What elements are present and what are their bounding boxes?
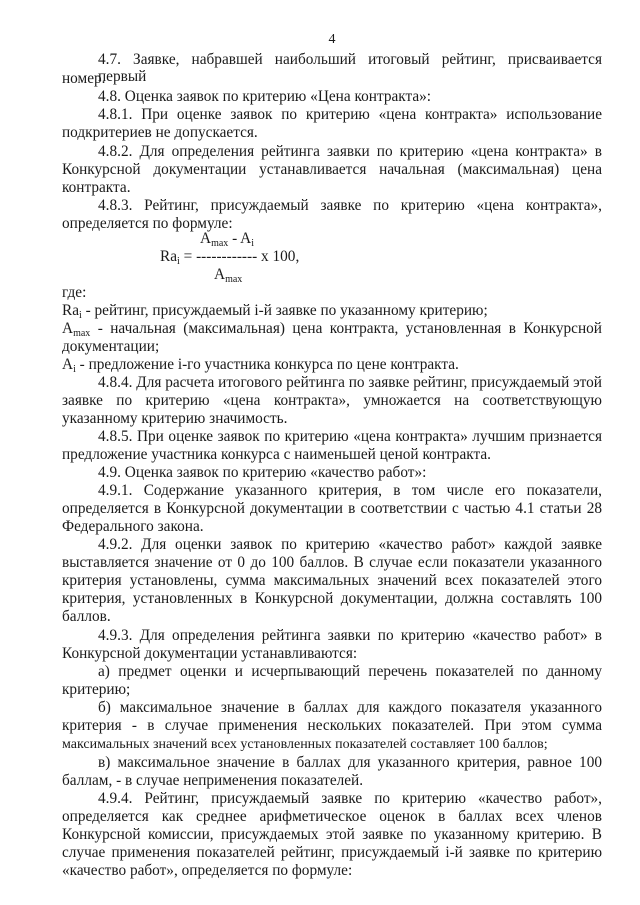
text-line: выставляется значение от 0 до 100 баллов. В случае если показатели указанного — [62, 554, 602, 571]
text-line: где: — [62, 284, 87, 301]
text-line: 4.8.4. Для расчета итогового рейтинга по заявке рейтинг, присуждаемый этой — [98, 374, 602, 391]
list-item: б) максимальное значение в баллах для каждого показателя указанного — [98, 699, 602, 716]
text-line: 4.9.3. Для определения рейтинга заявки по критерию «качество работ» в — [98, 627, 602, 644]
text-line: Федерального закона. — [62, 518, 204, 535]
text-line: подкритериев не допускается. — [62, 124, 258, 141]
text-line: критерию; — [62, 681, 131, 698]
text-line: критерия установлены, сумма максимальных значений всех показателей этого — [62, 572, 602, 589]
text-line: определяется как среднее арифметическое оценок в баллах всех членов — [62, 808, 602, 825]
definition-ra: $Ra_i$ - рейтинг, присуждаемый i-й заявке по указанному критерию; — [62, 302, 488, 321]
text-line: баллов. — [62, 608, 111, 625]
text-line: заявке по критерию «цена контракта», умножается на соответствующую — [62, 392, 602, 409]
definition-amax: $A_{max}$ - начальная (максимальная) цена контракта, установленная в Конкурсной — [62, 320, 602, 339]
formula-main: $Ra_i$ = ------------ x 100, — [160, 248, 300, 267]
text-line: Конкурсной документации устанавливается начальная (максимальная) цена — [62, 161, 602, 178]
text-line: 4.8.3. Рейтинг, присуждаемый заявке по критерию «цена контракта», — [98, 197, 602, 214]
text-line: номер. — [62, 70, 106, 87]
text-line: определяется в Конкурсной документации в соответствии с частью 4.1 статьи 28 — [62, 500, 602, 517]
text-line: 4.7. Заявке, набравшей наибольший итоговый рейтинг, присваивается первый — [98, 51, 602, 85]
text-line: Конкурсной комиссии, присуждаемых этой заявке по указанному критерию. В — [62, 826, 602, 843]
text-line: 4.9.1. Содержание указанного критерия, в том числе его показатели, — [98, 482, 602, 499]
text-line: документации; — [62, 338, 160, 355]
text-line: 4.9.4. Рейтинг, присуждаемый заявке по критерию «качество работ», — [98, 790, 602, 807]
document-page — [62, 0, 602, 905]
text-line: 4.8.2. Для определения рейтинга заявки по критерию «цена контракта» в — [98, 143, 602, 160]
section-heading: 4.9. Оценка заявок по критерию «качество работ»: — [98, 464, 427, 481]
text-line: случае применения показателей рейтинг, присуждаемый i-й заявке по критерию — [62, 844, 602, 861]
text-line: максимальных значений всех установленных показателей составляет 100 баллов; — [62, 737, 548, 752]
text-line: 4.8.5. При оценке заявок по критерию «цена контракта» лучшим признается — [98, 428, 602, 445]
text-line: определяется по формуле: — [62, 215, 233, 232]
text-line: критерия - в случае применения нескольких показателей. При этом сумма — [62, 717, 602, 734]
page-number: 4 — [328, 32, 336, 47]
definition-ai: $A_i$ - предложение i-го участника конкурса по цене контракта. — [62, 356, 459, 375]
formula-denominator: $A_{max}$ — [214, 266, 243, 285]
text-line: предложение участника конкурса с наименьшей ценой контракта. — [62, 446, 491, 463]
text-line: баллам, - в случае неприменения показателей. — [62, 772, 364, 789]
text-line: Конкурсной документации устанавливаются: — [62, 645, 358, 662]
text-line: контракта. — [62, 179, 131, 196]
formula-numerator: $A_{max} - A_i$ — [200, 230, 255, 249]
list-item: а) предмет оценки и исчерпывающий перечень показателей по данному — [98, 663, 602, 680]
text-line: «качество работ», определяется по формуле: — [62, 862, 353, 879]
list-item: в) максимальное значение в баллах для указанного критерия, равное 100 — [98, 754, 602, 771]
text-line: 4.8.1. При оценке заявок по критерию «цена контракта» использование — [98, 106, 602, 123]
text-line: критерия, установленных в Конкурсной документации, должна составлять 100 — [62, 590, 602, 607]
text-line: 4.9.2. Для оценки заявок по критерию «качество работ» каждой заявке — [98, 536, 602, 553]
section-heading: 4.8. Оценка заявок по критерию «Цена контракта»: — [98, 88, 432, 105]
text-line: указанному критерию значимость. — [62, 410, 288, 427]
